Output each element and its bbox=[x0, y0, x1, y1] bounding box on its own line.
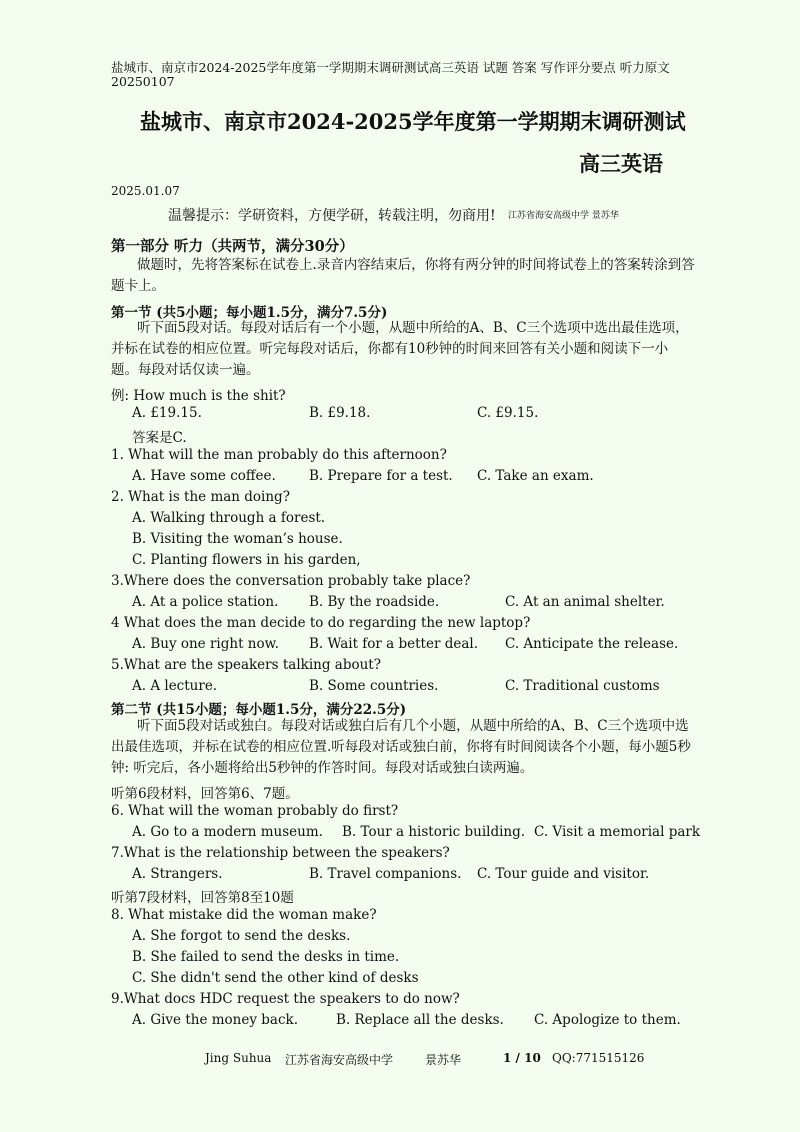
page-title: 盐城市、南京市2024-2025学年度第一学期期末调研测试 bbox=[140, 109, 686, 134]
footer-school: 江苏省海安高级中学 bbox=[285, 1053, 394, 1067]
part1-heading: 第一部分 听力（共两节，满分30分） bbox=[111, 238, 354, 255]
q3-option-c: C. At an animal shelter. bbox=[505, 594, 665, 610]
page-total: 10 bbox=[524, 1051, 541, 1065]
header-line-1: 盐城市、南京市2024-2025学年度第一学期期末调研测试高三英语 试题 答案 写作评分要点 听力原文 bbox=[111, 60, 670, 75]
question-8: 8. What mistake did the woman make? bbox=[111, 907, 377, 923]
material-7-label: 听第7段材料，回答第8至10题 bbox=[111, 890, 294, 906]
q9-option-c: C. Apologize to them. bbox=[534, 1012, 681, 1028]
tip-text: 温馨提示：学研资料，方便学研，转载注明，勿商用! bbox=[168, 208, 496, 224]
part1-instruction: 做题时，先将答案标在试卷上.录音内容结束后，你将有两分钟的时间将试卷上的答案转涂到答题卡上。 bbox=[111, 257, 695, 294]
q4-option-c: C. Anticipate the release. bbox=[505, 636, 679, 652]
q6-option-a: A. Go to a modern museum. bbox=[132, 824, 323, 840]
q5-option-c: C. Traditional customs bbox=[505, 678, 660, 694]
q2-option-c: C. Planting flowers in his garden, bbox=[132, 552, 361, 568]
q6-option-b: B. Tour a historic building. bbox=[342, 824, 526, 840]
q3-option-b: B. By the roadside. bbox=[309, 594, 440, 610]
q7-option-b: B. Travel companions. bbox=[309, 866, 462, 882]
example-option-c: C. £9.15. bbox=[477, 405, 539, 421]
example-option-a: A. £19.15. bbox=[132, 405, 202, 421]
section1-instruction: 听下面5段对话。每段对话后有一个小题，从题中所给的A、B、C三个选项中选出最佳选项，并标在试卷的相应位置。听完每段对话后，你都有10秒钟的时间来回答有关小题和阅读下一小题。每段对话仅读一遍。 bbox=[111, 320, 689, 378]
q1-option-a: A. Have some coffee. bbox=[132, 468, 276, 484]
question-6: 6. What will the woman probably do first? bbox=[111, 803, 399, 819]
q9-option-a: A. Give the money back. bbox=[132, 1012, 298, 1028]
q8-option-c: C. She didn't send the other kind of desks bbox=[132, 970, 419, 986]
q2-option-a: A. Walking through a forest. bbox=[132, 510, 326, 526]
q7-option-c: C. Tour guide and visitor. bbox=[477, 866, 650, 882]
q1-option-c: C. Take an exam. bbox=[477, 468, 594, 484]
q5-option-a: A. A lecture. bbox=[132, 678, 218, 694]
section1-heading: 第一节 (共5小题；每小题1.5分，满分7.5分) bbox=[111, 305, 388, 321]
q8-option-a: A. She forgot to send the desks. bbox=[132, 928, 351, 944]
question-2: 2. What is the man doing? bbox=[111, 489, 290, 505]
footer-qq: QQ:771515126 bbox=[552, 1051, 645, 1065]
q2-option-b: B. Visiting the woman’s house. bbox=[132, 531, 343, 547]
page-current: 1 bbox=[503, 1051, 512, 1065]
exam-date: 2025.01.07 bbox=[111, 184, 180, 198]
material-6-label: 听第6段材料，回答第6、7题。 bbox=[111, 786, 299, 802]
page-subtitle: 高三英语 bbox=[579, 151, 663, 176]
footer-name: 景苏华 bbox=[425, 1053, 462, 1067]
q3-option-a: A. At a police station. bbox=[132, 594, 279, 610]
question-5: 5.What are the speakers talking about? bbox=[111, 657, 381, 673]
q6-option-c: C. Visit a memorial park bbox=[534, 824, 701, 840]
page-number: 1 / 10 bbox=[503, 1051, 541, 1065]
q5-option-b: B. Some countries. bbox=[309, 678, 439, 694]
question-9: 9.What docs HDC request the speakers to do now? bbox=[111, 991, 460, 1007]
tip-author: 江苏省海安高级中学 景苏华 bbox=[508, 211, 619, 221]
question-1: 1. What will the man probably do this afternoon? bbox=[111, 447, 447, 463]
q7-option-a: A. Strangers. bbox=[132, 866, 223, 882]
footer-author: Jing Suhua bbox=[205, 1051, 272, 1065]
question-4: 4 What does the man decide to do regarding the new laptop? bbox=[111, 615, 531, 631]
question-3: 3.Where does the conversation probably take place? bbox=[111, 573, 471, 589]
section2-heading: 第二节 (共15小题；每小题1.5分，满分22.5分) bbox=[111, 702, 407, 718]
q4-option-a: A. Buy one right now. bbox=[132, 636, 279, 652]
q1-option-b: B. Prepare for a test. bbox=[309, 468, 453, 484]
q9-option-b: B. Replace all the desks. bbox=[336, 1012, 504, 1028]
header-line-2: 20250107 bbox=[111, 74, 175, 89]
example-option-b: B. £9.18. bbox=[309, 405, 371, 421]
section2-instruction: 听下面5段对话或独白。每段对话或独白后有几个小题，从题中所给的A、B、C三个选项中选出最佳选项，并标在试卷的相应位置.听每段对话或独白前，你将有时间阅读各个小题，每小题5秒钟: 听完后，各小题将给出5秒钟的作答时间。每段对话或独白读两遍。 bbox=[111, 718, 691, 776]
q8-option-b: B. She failed to send the desks in time. bbox=[132, 949, 400, 965]
question-7: 7.What is the relationship between the speakers? bbox=[111, 845, 450, 861]
q4-option-b: B. Wait for a better deal. bbox=[309, 636, 479, 652]
example-answer: 答案是C. bbox=[132, 430, 187, 446]
example-question: 例: How much is the shit? bbox=[111, 388, 286, 404]
